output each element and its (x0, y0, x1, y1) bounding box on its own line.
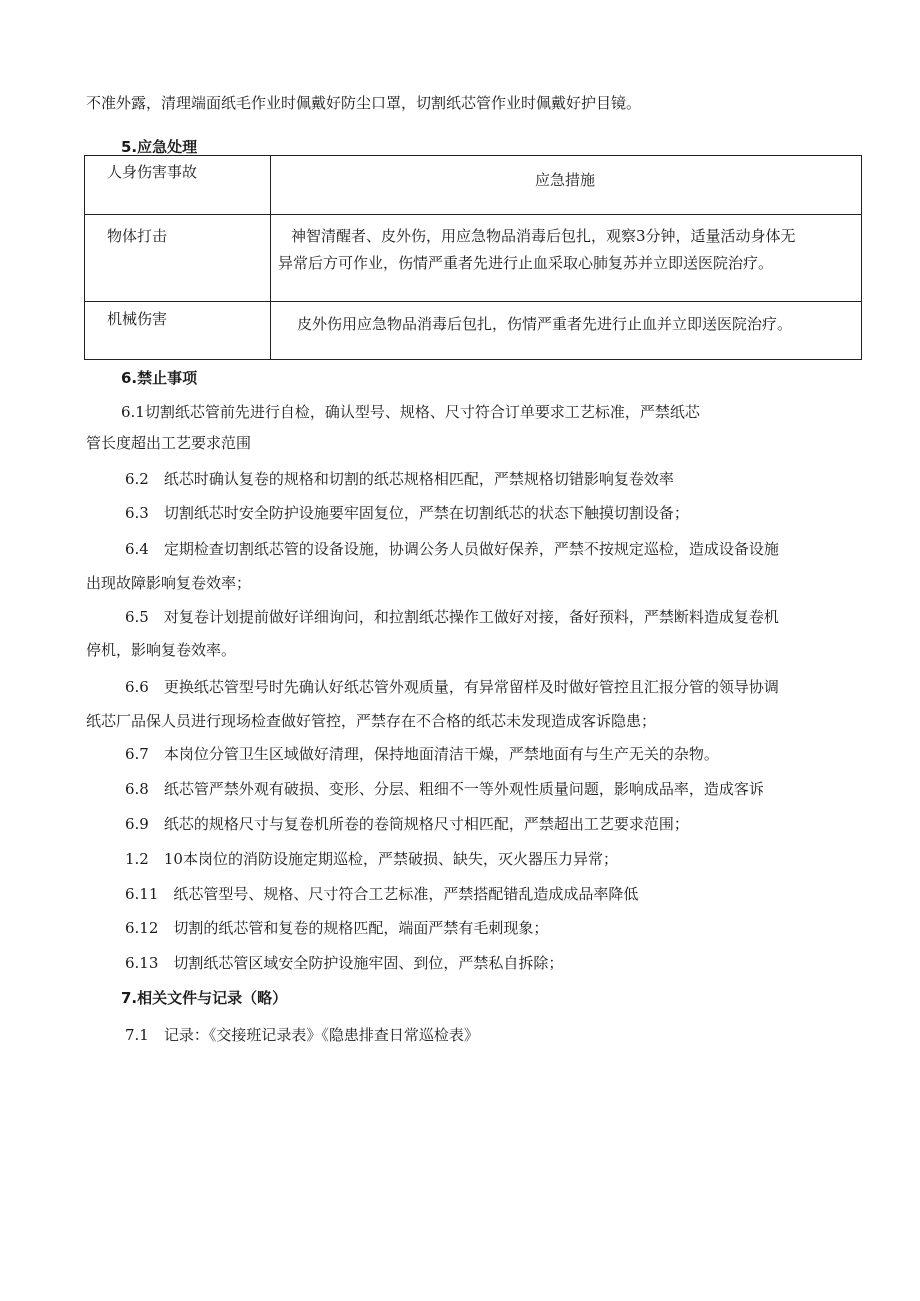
rule-item: 6.9 纸芯的规格尺寸与复卷机所卷的卷筒规格尺寸相匹配，严禁超出工艺要求范围； (125, 815, 689, 833)
section-5-heading: 5.应急处理 (121, 138, 198, 156)
rule-item: 6.5 对复卷计划提前做好详细询问，和拉割纸芯操作工做好对接，备好预料，严禁断料造成复卷机 (125, 608, 779, 626)
table-row-injury-type: 机械伤害 (107, 310, 168, 328)
table-header-measures: 应急措施 (535, 171, 596, 189)
intro-text-line: 不准外露，清理端面纸毛作业时佩戴好防尘口罩，切割纸芯管作业时佩戴好护目镜。 (86, 94, 642, 112)
table-row-measure-line: 皮外伤用应急物品消毒后包扎，伤情严重者先进行止血并立即送医院治疗。 (297, 315, 793, 333)
record-item: 7.1 记录：《交接班记录表》《隐患排查日常巡检表》 (125, 1026, 479, 1044)
rule-item: 6.6 更换纸芯管型号时先确认好纸芯管外观质量，有异常留样及时做好管控且汇报分管的领导协调 (125, 678, 779, 696)
table-column-divider (270, 156, 271, 359)
rule-item-continuation: 停机，影响复卷效率。 (86, 641, 237, 659)
rule-item: 6.2 纸芯时确认复卷的规格和切割的纸芯规格相匹配，严禁规格切错影响复卷效率 (125, 470, 674, 488)
rule-item: 1.2 10本岗位的消防设施定期巡检，严禁破损、缺失，灭火器压力异常； (125, 850, 618, 868)
table-row-divider (85, 301, 861, 302)
table-row-injury-type: 物体打击 (107, 227, 168, 245)
rule-item: 6.4 定期检查切割纸芯管的设备设施，协调公务人员做好保养，严禁不按规定巡检，造成设备设施 (125, 540, 779, 558)
rule-item-continuation: 管长度超出工艺要求范围 (86, 434, 252, 452)
table-header-injury: 人身伤害事故 (107, 163, 198, 181)
rule-item: 6.11 纸芯管型号、规格、尺寸符合工艺标准，严禁搭配错乱造成成品率降低 (125, 885, 639, 903)
rule-item-continuation: 纸芯厂品保人员进行现场检查做好管控，严禁存在不合格的纸芯未发现造成客诉隐患； (86, 712, 657, 730)
rule-item: 6.12 切割的纸芯管和复卷的规格匹配，端面严禁有毛刺现象； (125, 919, 549, 937)
rule-item: 6.13 切割纸芯管区域安全防护设施牢固、到位，严禁私自拆除； (125, 954, 564, 972)
section-7-heading: 7.相关文件与记录（略） (121, 989, 288, 1007)
rule-item: 6.3 切割纸芯时安全防护设施要牢固复位，严禁在切割纸芯的状态下触摸切割设备； (125, 504, 689, 522)
emergency-table (84, 155, 862, 360)
table-row-measure-line: 异常后方可作业，伤情严重者先进行止血采取心肺复苏并立即送医院治疗。 (278, 254, 774, 272)
section-6-heading: 6.禁止事项 (121, 369, 198, 387)
rule-item: 6.1切割纸芯管前先进行自检，确认型号、规格、尺寸符合订单要求工艺标准，严禁纸芯 (121, 403, 700, 421)
table-row-measure-line: 神智清醒者、皮外伤，用应急物品消毒后包扎，观察3分钟，适量活动身体无 (291, 227, 796, 245)
rule-item: 6.8 纸芯管严禁外观有破损、变形、分层、粗细不一等外观性质量问题，影响成品率，造成客诉 (125, 780, 764, 798)
table-row-divider (85, 214, 861, 215)
rule-item-continuation: 出现故障影响复卷效率； (86, 574, 252, 592)
rule-item: 6.7 本岗位分管卫生区域做好清理，保持地面清洁干燥，严禁地面有与生产无关的杂物。 (125, 745, 719, 763)
